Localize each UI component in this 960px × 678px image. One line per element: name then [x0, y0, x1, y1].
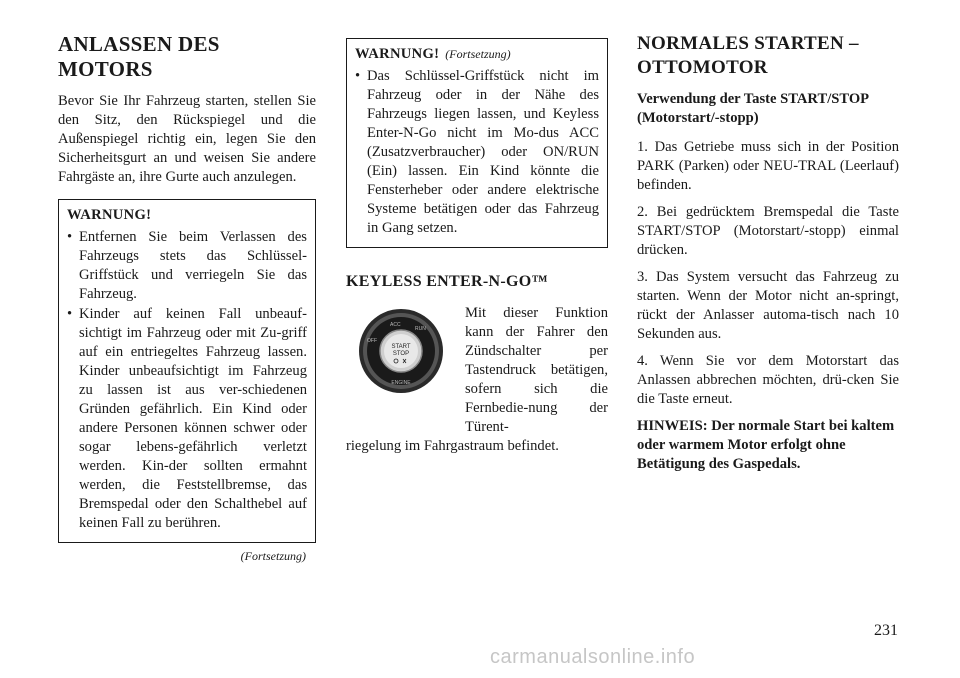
warning-item: • Das Schlüssel-Griffstück nicht im Fahrzeug oder in der Nähe des Fahrzeugs liegen lassen, und Keyless Enter-N-Go nicht im Mo-dus ACC (Zusatzverbraucher) oder ON/RUN (Ein) lassen. Ein Kind könnte die Fensterheber oder andere elektrische Systeme betätigen oder das Fahrzeug in Gang setzen. — [355, 68, 599, 236]
section-title-keyless: KEYLESS ENTER-N-GO™ — [346, 273, 548, 290]
warning-box-1 — [58, 199, 316, 543]
run-label: RUN — [415, 326, 426, 332]
engine-label: ENGINE — [391, 380, 411, 386]
step-2: 2. Bei gedrücktem Bremspedal die Taste START/STOP (Motorstart/-stopp) einmal drücken. — [637, 204, 899, 258]
bullet-icon: • — [67, 229, 73, 245]
column-right — [637, 32, 899, 474]
step-1: 1. Das Getriebe muss sich in der Position PARK (Parken) oder NEU-TRAL (Leerlauf) befinden. — [637, 139, 899, 193]
off-label: OFF — [367, 338, 377, 344]
step-4: 4. Wenn Sie vor dem Motorstart das Anlassen abbrechen möchten, drü-cken Sie die Taste erneut. — [637, 353, 899, 407]
warning-title-continued: WARNUNG! (Fortsetzung) — [355, 46, 511, 62]
page-number: 231 — [874, 622, 898, 639]
warning-item: • Kinder auf keinen Fall unbeauf-sichtigt im Fahrzeug oder mit Zu-griff auf ein entriegeltes Fahrzeug lassen. Kinder unbeaufsichtigt im Fahrzeug zu lassen ist aus ver-schiedenen Gründen gefährlich. Ein Kind oder andere Personen können schwer oder sogar lebens-gefährlich verletzt werden. Kin-der sollten ermahnt werden, die Feststellbremse, das Bremspedal oder den Schalthebel auf keinen Fall zu berühren. — [67, 306, 307, 531]
warning-list — [355, 67, 599, 238]
start-label: START — [391, 344, 411, 350]
bullet-icon: • — [67, 306, 73, 322]
keyless-description-tail: riegelung im Fahrgastraum befindet. — [346, 438, 559, 454]
section-title-anlassen: ANLASSEN DES MOTORS — [58, 32, 220, 81]
column-left — [58, 32, 316, 564]
column-middle — [346, 38, 608, 459]
bullet-icon: • — [355, 68, 361, 84]
subheading: Verwendung der Taste START/STOP (Motorstart/-stopp) — [637, 91, 869, 126]
keyless-section — [346, 304, 608, 459]
continued-note: (Fortsetzung) — [240, 549, 306, 563]
watermark: carmanualsonline.info — [490, 646, 696, 668]
warning-title: WARNUNG! — [67, 207, 152, 223]
stop-label: STOP — [392, 351, 410, 357]
section-title-normales-starten: NORMALES STARTEN – OTTOMOTOR — [637, 33, 859, 78]
hinweis-note: HINWEIS: Der normale Start bei kaltem oder warmem Motor erfolgt ohne Betätigung des Gaspedals. — [637, 418, 895, 472]
step-3: 3. Das System versucht das Fahrzeug zu starten. Wenn der Motor nicht an-springt, rückt der Anlasser automa-tisch nach 10 Sekunden aus. — [637, 269, 899, 342]
acc-label: ACC — [390, 322, 401, 328]
start-stop-button-icon — [358, 308, 444, 394]
intro-paragraph: Bevor Sie Ihr Fahrzeug starten, stellen Sie den Sitz, den Rückspiegel und die Außenspiegel richtig ein, legen Sie den Sicherheitsgurt an und weisen Sie andere Fahrgäste an, ihre Gurte auch anzulegen. — [58, 93, 316, 185]
keyless-description: Mit dieser Funktion kann der Fahrer den Zündschalter per Tastendruck betätigen, sofern sich die Fernbedie-nung der Türent- — [465, 305, 608, 435]
warning-item: • Entfernen Sie beim Verlassen des Fahrzeugs stets das Schlüssel-Griffstück und verriegeln Sie das Fahrzeug. — [67, 229, 307, 302]
warning-box-2 — [346, 38, 608, 248]
warning-list — [67, 228, 307, 533]
